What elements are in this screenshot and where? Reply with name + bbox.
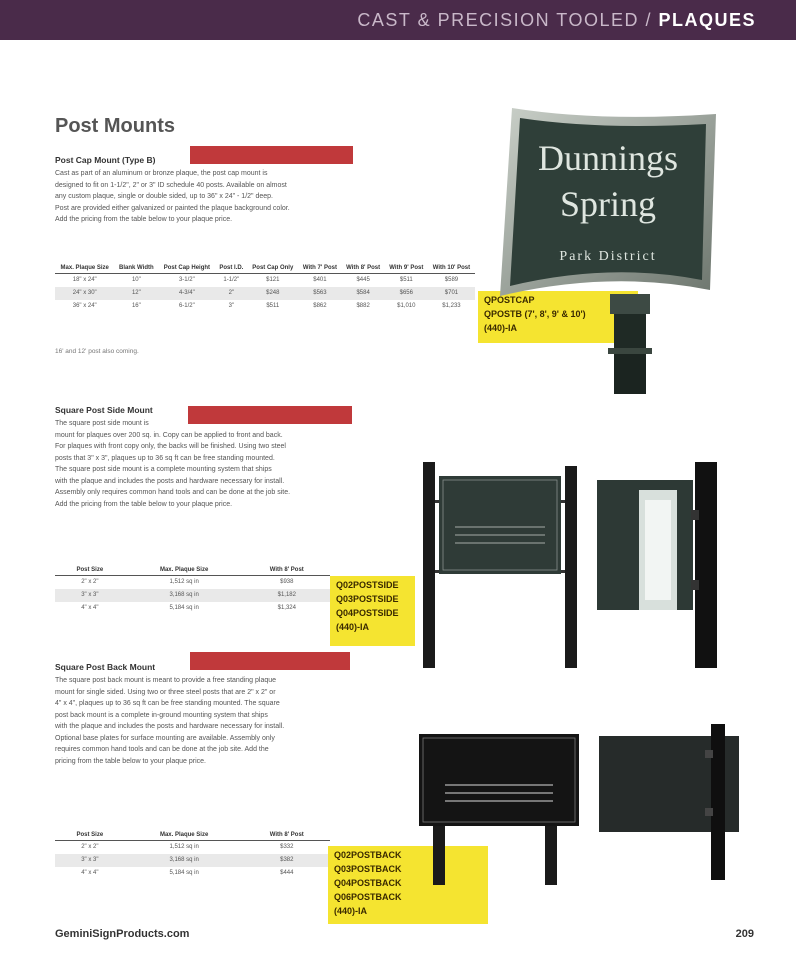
post-cap-line: designed to fit on 1-1/2", 2" or 3" ID schedule 40 posts. Available on almost [55,181,287,189]
table-cell: 3" x 3" [55,589,125,602]
product-code: (440)-IA [336,622,370,632]
table-cell: $401 [313,277,327,283]
post-cap-banner [190,146,353,164]
back-mount-line: requires common hand tools and can be done at the job site. Add the [55,746,269,753]
table-row [55,300,475,313]
header-title [357,10,756,31]
post-cap-note: 16' and 12' post also coming. [55,348,139,355]
table-cell: 3" x 3" [55,854,125,867]
product-code: (440)-IA [484,323,518,333]
table-cell: $332 [280,844,294,850]
table-cell: $1,324 [277,605,296,611]
table-header: With 10' Post [428,263,475,274]
side-mount-line: posts that 3" x 3", plaques up to 36 sq ft can be free standing mounted. [55,454,275,462]
table-cell: $382 [244,854,330,867]
product-code: QPOSTB (7', 8', 9' & 10') [484,309,586,319]
post-cap-line: Cast as part of an aluminum or bronze plaque, the post cap mount is [55,170,268,177]
post-cap-line: any custom plaque, single or double sided, up to 36" x 24" - 1/2" deep. [55,193,273,200]
post-cap-heading: Post Cap Mount (Type B) [55,155,156,165]
table-header: Post Size [55,830,125,841]
table-cell: 36" x 24" [72,303,97,309]
table-header: With 8' Post [244,565,330,576]
table-cell: $862 [313,303,327,309]
back-mount-line: 4" x 4", plaques up to 36 sq ft can be free standing mounted. The square [55,700,280,707]
side-mount-heading: Square Post Side Mount [55,405,153,415]
table-header: Max. Plaque Size [55,263,114,274]
table-row [55,602,330,615]
product-code: Q04POSTSIDE [336,608,399,618]
table-row [55,274,475,288]
post-cap-paragraph [55,168,425,226]
table-header-row [55,565,330,576]
table-header: Max. Plaque Size [125,565,244,576]
table-cell: $584 [342,287,385,300]
back-mount-front-photo [415,720,585,885]
footer-website: GeminiSignProducts.com [55,928,190,940]
table-cell: 3,168 sq in [125,854,244,867]
side-mount-codes [330,576,415,646]
table-cell: 4-3/4" [158,287,215,300]
table-header: Post Cap Height [158,263,215,274]
table-cell: 6-1/2" [178,303,195,309]
table-cell: 10" [131,277,141,283]
table-header: Post Cap Only [247,263,298,274]
table-header: With 8' Post [342,263,385,274]
back-mount-line: Optional base plates for surface mounting are available. Assembly only [55,734,275,742]
table-header: Post Size [55,565,125,576]
table-header: With 9' Post [385,263,428,274]
table-cell: $938 [280,579,294,585]
back-mount-line: with the plaque and includes the posts and hardware necessary for install. [55,723,285,730]
product-code: Q03POSTBACK [334,864,402,874]
table-cell: $511 [399,277,413,283]
back-mount-paragraph [55,675,425,767]
table-row [55,589,330,602]
table-cell: $656 [385,287,428,300]
table-cell: $1,233 [442,303,461,309]
side-mount-line: with the plaque and includes the posts and hardware necessary for install. [55,477,285,485]
page-number: 209 [735,928,754,940]
table-row [55,841,330,855]
table-cell: $563 [298,287,341,300]
back-mount-back-photo [595,720,745,880]
side-mount-table [55,565,330,615]
product-code: Q03POSTSIDE [336,594,399,604]
table-header: Post I.D. [215,263,247,274]
table-cell: 5,184 sq in [169,605,199,611]
product-code: Q02POSTSIDE [336,580,399,590]
product-code: QPOSTCAP [484,295,535,305]
header-section: PLAQUES [658,10,756,30]
table-cell: $511 [266,303,280,309]
back-mount-table [55,830,330,880]
side-mount-line: The square post side mount is [55,420,149,427]
table-cell: 1,512 sq in [169,844,199,850]
table-cell: 2" x 2" [81,844,99,850]
table-row [55,576,330,590]
table-row [55,867,330,880]
plaque-line-1: Dunnings [537,138,679,178]
table-cell: 1,512 sq in [169,579,199,585]
table-cell: 4" x 4" [81,605,99,611]
table-cell: $701 [428,287,475,300]
table-cell: 3,168 sq in [125,589,244,602]
table-header: Max. Plaque Size [125,830,244,841]
table-cell: 12" [114,287,158,300]
back-mount-banner [190,652,350,670]
table-cell: 2" x 2" [81,579,99,585]
post-cap-table [55,263,475,313]
table-row [55,287,475,300]
back-mount-line: The square post back mount is meant to provide a free standing plaque [55,677,277,684]
table-cell: $445 [356,277,370,283]
table-cell: 4" x 4" [81,870,99,876]
table-cell: $121 [266,277,280,283]
table-cell: 3-1/2" [178,277,195,283]
table-cell: 3" [228,303,235,309]
plaque-line-3: Park District [559,249,657,264]
product-code: (440)-IA [334,906,368,916]
post-cap-plaque-photo [490,100,720,400]
side-mount-paragraph [55,418,425,510]
post-cap-line: Post are provided either galvanized or painted the plaque background color. [55,204,290,212]
back-mount-line: pricing from the table below to your plaque price. [55,757,206,765]
table-cell: 18" x 24" [72,277,97,283]
product-code: Q02POSTBACK [334,850,402,860]
side-mount-line: Assembly only requires common hand tools and can be done at the job site. [55,489,291,496]
back-mount-line: post back mount is a complete in-ground mounting system that ships [55,711,268,719]
table-header: With 7' Post [298,263,341,274]
table-cell: $882 [356,303,370,309]
header-category: CAST & PRECISION TOOLED / [357,10,659,30]
post-cap-line: Add the pricing from the table below to your plaque price. [55,216,233,223]
table-header-row [55,830,330,841]
table-cell: 5,184 sq in [169,870,199,876]
table-cell: 16" [131,303,141,309]
side-mount-line: For plaques with front copy only, the backs will be finished. Using two steel [55,443,286,450]
side-mount-front-photo [415,460,585,670]
table-cell: 2" [215,287,247,300]
side-mount-back-photo [595,460,730,670]
table-row [55,854,330,867]
back-mount-line: mount for single sided. Using two or three steel posts that are 2" x 2" or [55,688,276,696]
back-mount-heading: Square Post Back Mount [55,662,156,672]
table-header: With 8' Post [244,830,330,841]
table-cell: $1,010 [397,303,416,309]
side-mount-line: mount for plaques over 200 sq. in. Copy can be applied to front and back. [55,431,283,439]
table-cell: $1,182 [244,589,330,602]
side-mount-line: Add the pricing from the table below to your plaque price. [55,500,233,508]
table-cell: $589 [444,277,459,283]
table-cell: 24" x 30" [55,287,114,300]
table-cell: $444 [280,870,294,876]
side-mount-line: The square post side mount is a complete mounting system that ships [55,466,272,473]
table-header-row [55,263,475,274]
product-code: Q06POSTBACK [334,892,402,902]
table-header: Blank Width [114,263,158,274]
table-cell: 1-1/2" [223,277,240,283]
table-cell: $248 [247,287,298,300]
product-code: Q04POSTBACK [334,878,402,888]
page-title: Post Mounts [55,115,175,137]
plaque-line-2: Spring [559,184,657,224]
